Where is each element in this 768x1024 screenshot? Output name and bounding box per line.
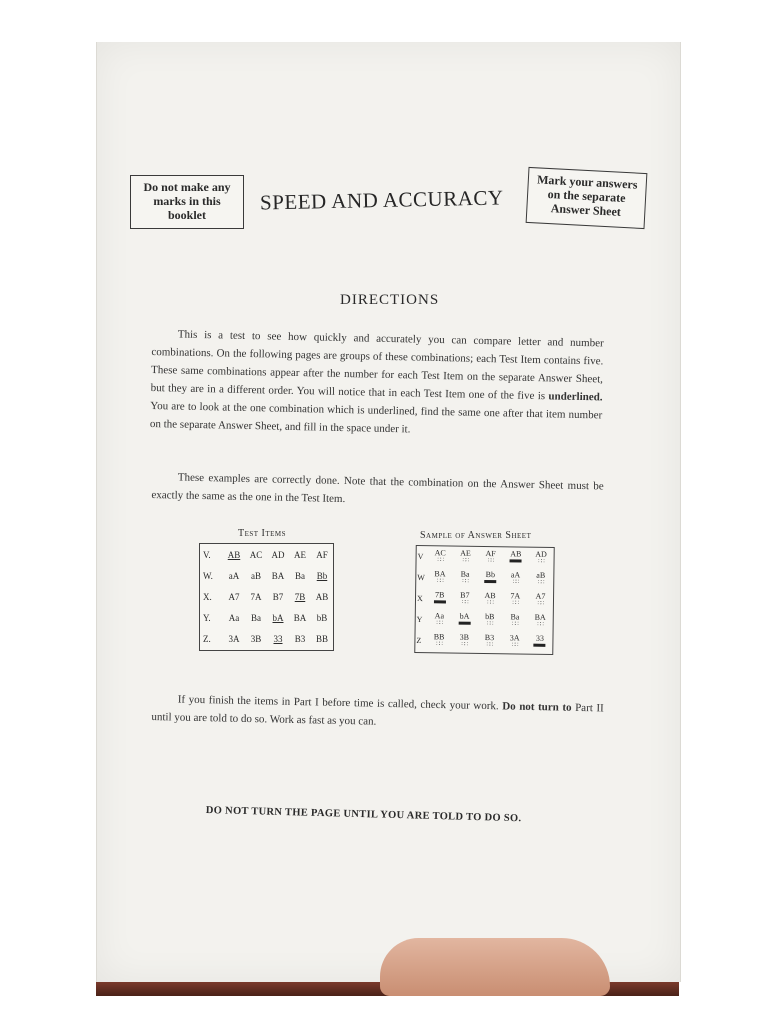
test-item-row: [200, 607, 333, 628]
answer-bubble: [477, 589, 502, 610]
page-title: SPEED AND ACCURACY: [259, 185, 504, 215]
answer-option-text: Ba: [460, 569, 470, 579]
answer-bubble: [477, 631, 502, 652]
test-item-cell: 7B: [294, 591, 306, 602]
answer-option-text: bA: [459, 611, 470, 621]
empty-bubble-dots: ∷∷: [511, 642, 518, 649]
test-item-cell: AB: [315, 591, 329, 602]
answer-option-text: AF: [485, 549, 496, 559]
para3-bold: Do not turn to: [502, 700, 572, 714]
filled-mark: [510, 559, 522, 562]
test-item-row: [200, 544, 333, 565]
test-items-caption: Test Items: [238, 528, 287, 539]
answer-bubble: [478, 568, 503, 589]
answer-option-text: 3A: [509, 633, 520, 643]
answer-bubble: [503, 568, 528, 589]
answer-row-label: X: [416, 594, 423, 604]
answer-row-label: V: [417, 552, 424, 562]
empty-bubble-dots: ∷∷: [461, 641, 468, 648]
test-item-cell: Bb: [316, 570, 328, 581]
answer-bubble: [502, 610, 527, 631]
answer-row: [415, 630, 552, 653]
para3-text-c: Part II until you are told to do so. Work as fast as you can.: [151, 701, 604, 728]
answer-row: [416, 567, 553, 590]
test-item-cell: 7A: [250, 591, 262, 602]
answer-option-text: aB: [536, 570, 546, 580]
test-item-cell: aA: [228, 570, 240, 581]
answer-bubble: [528, 590, 553, 611]
answer-option-text: AC: [434, 548, 446, 558]
test-item-cell: BA: [293, 612, 307, 623]
answer-bubble: [427, 546, 452, 567]
para1-text-a: This is a test to see how quickly and accurately you can compare letter and number combinations. On the following pages are groups of these combinations; each Test Item contains five. These same combinations appear after the number for each Test Item on the separate Answer Sheet, but they are in a different order. You will notice that in each Test Item one of the five is: [150, 328, 604, 403]
para2-text: These examples are correctly done. Note that the combination on the Answer Sheet must be exactly the same as the one in the Test Item.: [151, 471, 604, 506]
empty-bubble-dots: ∷∷: [436, 641, 442, 648]
answer-option-text: B3: [484, 633, 495, 643]
test-item-cell: B7: [272, 591, 284, 602]
test-item-cell: bA: [272, 612, 284, 623]
no-marks-notice: Do not make any marks in this booklet: [130, 175, 244, 229]
empty-bubble-dots: ∷∷: [436, 578, 443, 585]
test-items-table: [199, 543, 334, 651]
test-item-cell: AC: [249, 549, 263, 560]
answer-sheet-notice: Mark your answers on the separate Answer Sheet: [526, 167, 648, 229]
filled-mark: [484, 580, 496, 583]
test-item-row: [200, 565, 333, 586]
empty-bubble-dots: ∷∷: [462, 578, 468, 585]
test-item-cell: AD: [271, 549, 285, 560]
test-item-cell: Ba: [251, 612, 261, 623]
answer-option-text: A7: [535, 591, 546, 601]
empty-bubble-dots: ∷∷: [512, 621, 518, 628]
filled-mark: [534, 644, 546, 647]
para1-bold: underlined.: [548, 390, 603, 404]
test-item-cell: Ba: [295, 570, 305, 581]
answer-bubble: [427, 588, 452, 609]
test-item-cell: BB: [315, 633, 328, 644]
final-instruction: DO NOT TURN THE PAGE UNTIL YOU ARE TOLD TO DO SO.: [205, 805, 522, 825]
test-item-cell: BA: [271, 570, 285, 581]
directions-paragraph: [150, 325, 604, 442]
answer-bubble: [477, 610, 502, 631]
empty-bubble-dots: ∷∷: [537, 579, 544, 586]
test-item-cell: 33: [273, 633, 283, 644]
empty-bubble-dots: ∷∷: [437, 557, 444, 564]
empty-bubble-dots: ∷∷: [436, 620, 443, 627]
answer-sheet-caption: Sample of Answer Sheet: [420, 530, 532, 541]
answer-row-label: Z: [416, 636, 422, 646]
answer-option-text: 3B: [459, 632, 470, 642]
answer-option-text: AB: [510, 549, 522, 559]
directions-heading: DIRECTIONS: [340, 292, 440, 308]
test-item-cell: 3B: [250, 633, 262, 644]
answer-bubble: [452, 568, 477, 589]
filled-mark: [434, 600, 446, 603]
answer-bubble: [527, 632, 552, 653]
test-item-label: V.: [203, 549, 211, 560]
empty-bubble-dots: ∷∷: [487, 558, 494, 565]
answer-row: [416, 588, 553, 611]
answer-bubble: [528, 548, 553, 569]
answer-bubble: [426, 630, 451, 651]
answer-bubble: [452, 610, 477, 631]
answer-row-label: W: [417, 573, 425, 583]
test-item-cell: AE: [294, 549, 306, 560]
answer-option-text: BA: [434, 569, 446, 579]
answer-bubble: [528, 569, 553, 590]
answer-bubble: [451, 631, 476, 652]
test-item-cell: bB: [316, 612, 328, 623]
answer-bubble: [503, 547, 528, 568]
answer-bubble: [452, 589, 477, 610]
test-item-label: X.: [203, 591, 212, 602]
test-item-cell: 3A: [228, 633, 240, 644]
empty-bubble-dots: ∷∷: [461, 599, 468, 606]
test-item-label: Z.: [203, 633, 211, 644]
test-item-label: W.: [203, 570, 213, 581]
test-item-cell: A7: [228, 591, 240, 602]
answer-option-text: Ba: [510, 612, 520, 622]
answer-row-label: Y: [416, 615, 423, 625]
answer-bubble: [427, 609, 452, 630]
empty-bubble-dots: ∷∷: [512, 579, 519, 586]
answer-option-text: BA: [534, 612, 546, 622]
empty-bubble-dots: ∷∷: [537, 621, 543, 628]
answer-bubble: [502, 631, 527, 652]
filled-mark: [458, 622, 470, 625]
empty-bubble-dots: ∷∷: [486, 621, 493, 628]
answer-option-text: AB: [484, 591, 496, 601]
answer-bubble: [453, 547, 478, 568]
hand-finger: [380, 938, 610, 996]
answer-option-text: 7A: [510, 591, 521, 601]
answer-option-text: bB: [485, 612, 495, 622]
answer-bubble: [502, 589, 527, 610]
answer-option-text: BB: [433, 632, 445, 642]
test-item-row: [200, 628, 333, 649]
answer-bubble: [478, 547, 503, 568]
answer-option-text: 33: [535, 633, 544, 643]
test-item-cell: AB: [227, 549, 241, 560]
test-item-cell: Aa: [228, 612, 240, 623]
para1-text-c: You are to look at the one combination which is underlined, find the same one after that item number on the separate Answer Sheet, and fill in the space under it.: [149, 399, 603, 436]
empty-bubble-dots: ∷∷: [537, 600, 544, 607]
answer-option-text: Bb: [485, 570, 496, 580]
answer-option-text: B7: [460, 590, 470, 600]
empty-bubble-dots: ∷∷: [487, 600, 493, 607]
answer-option-text: aA: [510, 570, 521, 580]
answer-option-text: AE: [460, 548, 471, 558]
answer-row: [416, 546, 553, 569]
test-item-label: Y.: [203, 612, 211, 623]
test-item-cell: aB: [251, 570, 261, 581]
empty-bubble-dots: ∷∷: [462, 557, 469, 564]
answer-bubble: [527, 611, 552, 632]
empty-bubble-dots: ∷∷: [512, 600, 519, 607]
empty-bubble-dots: ∷∷: [486, 642, 493, 649]
test-item-cell: AF: [316, 549, 328, 560]
answer-sheet-table: [414, 545, 554, 655]
test-item-row: [200, 586, 333, 607]
answer-bubble: [427, 567, 452, 588]
empty-bubble-dots: ∷∷: [538, 558, 544, 565]
answer-option-text: Aa: [434, 611, 445, 621]
answer-row: [416, 609, 553, 632]
test-item-cell: B3: [294, 633, 306, 644]
answer-option-text: AD: [535, 549, 547, 559]
para3-text-a: If you finish the items in Part I before time is called, check your work.: [177, 693, 503, 713]
answer-option-text: 7B: [434, 590, 445, 600]
